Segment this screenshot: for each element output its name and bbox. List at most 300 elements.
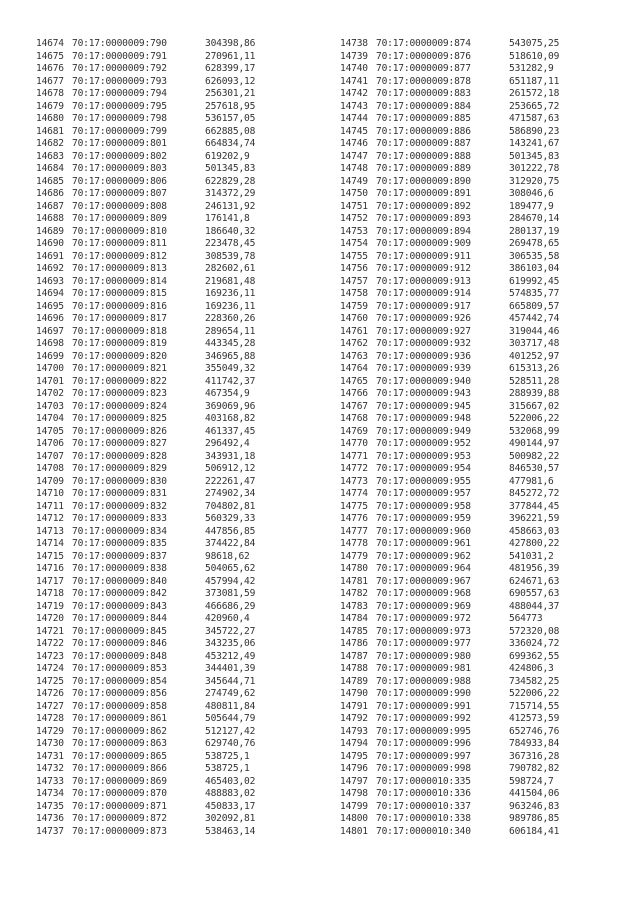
row-value: 531282,9	[509, 63, 554, 74]
row-id: 14692	[36, 263, 64, 274]
table-row	[36, 776, 326, 789]
row-cadastral-number: 70:17:0000009:917	[376, 300, 471, 312]
table-row	[36, 63, 326, 76]
table-row	[340, 201, 630, 214]
row-cadastral-number: 70:17:0000009:830	[72, 475, 167, 487]
table-row	[36, 113, 326, 126]
row-id: 14678	[36, 88, 64, 99]
table-row	[36, 426, 326, 439]
row-value: 308539,78	[205, 250, 256, 262]
row-id: 14800	[340, 813, 368, 824]
row-cadastral-number: 70:17:0000009:891	[376, 188, 471, 199]
row-value: 615313,26	[509, 363, 560, 374]
table-row	[36, 226, 326, 239]
row-cadastral-number: 70:17:0000009:968	[376, 588, 471, 599]
row-id: 14738	[340, 38, 368, 49]
table-row	[36, 801, 326, 814]
table-row	[340, 701, 630, 714]
row-value: 504065,62	[205, 563, 256, 574]
table-row	[340, 676, 630, 689]
table-row	[36, 701, 326, 714]
table-row	[36, 88, 326, 101]
row-cadastral-number: 70:17:0000009:835	[72, 538, 167, 549]
table-row	[340, 513, 630, 526]
row-id: 14719	[36, 600, 64, 612]
row-cadastral-number: 70:17:0000009:990	[376, 688, 471, 699]
row-cadastral-number: 70:17:0000009:888	[376, 150, 471, 162]
row-cadastral-number: 70:17:0000009:815	[72, 288, 167, 299]
row-id: 14759	[340, 300, 368, 312]
table-row	[340, 276, 630, 289]
table-row	[36, 413, 326, 426]
row-id: 14790	[340, 688, 368, 699]
row-cadastral-number: 70:17:0000009:807	[72, 188, 167, 199]
table-row	[340, 476, 630, 489]
row-value: 319044,46	[509, 325, 560, 337]
row-cadastral-number: 70:17:0000009:885	[376, 113, 471, 124]
row-value: 480811,84	[205, 700, 256, 712]
row-value: 443345,28	[205, 338, 256, 349]
row-cadastral-number: 70:17:0000009:996	[376, 738, 471, 749]
row-cadastral-number: 70:17:0000009:838	[72, 563, 167, 574]
row-value: 963246,83	[509, 800, 560, 812]
row-value: 501345,83	[509, 150, 560, 162]
row-id: 14725	[36, 675, 64, 687]
table-row	[340, 713, 630, 726]
row-cadastral-number: 70:17:0000009:822	[72, 375, 167, 387]
table-row	[36, 126, 326, 139]
row-value: 846530,57	[509, 463, 560, 474]
row-cadastral-number: 70:17:0000009:823	[72, 388, 167, 399]
row-id: 14781	[340, 575, 368, 587]
row-id: 14680	[36, 113, 64, 124]
row-id: 14764	[340, 363, 368, 374]
row-value: 665809,57	[509, 300, 560, 312]
table-row	[36, 238, 326, 251]
row-id: 14711	[36, 500, 64, 512]
row-id: 14785	[340, 625, 368, 637]
row-id: 14732	[36, 763, 64, 774]
row-value: 374422,84	[205, 538, 256, 549]
row-id: 14702	[36, 388, 64, 399]
row-cadastral-number: 70:17:0000009:817	[72, 313, 167, 324]
row-cadastral-number: 70:17:0000009:927	[376, 325, 471, 337]
table-row	[340, 613, 630, 626]
row-id: 14750	[340, 188, 368, 199]
table-row	[340, 738, 630, 751]
row-cadastral-number: 70:17:0000009:959	[376, 513, 471, 524]
row-cadastral-number: 70:17:0000009:819	[72, 338, 167, 349]
row-value: 427800,22	[509, 538, 560, 549]
table-row	[340, 588, 630, 601]
table-row	[340, 363, 630, 376]
row-id: 14698	[36, 338, 64, 349]
row-cadastral-number: 70:17:0000010:335	[376, 775, 471, 787]
row-value: 734582,25	[509, 675, 560, 687]
row-id: 14767	[340, 400, 368, 412]
row-id: 14791	[340, 700, 368, 712]
table-row	[36, 251, 326, 264]
row-value: 274749,62	[205, 688, 256, 699]
row-value: 500982,22	[509, 450, 560, 462]
table-row	[340, 776, 630, 789]
row-cadastral-number: 70:17:0000009:790	[72, 38, 167, 49]
table-row	[340, 638, 630, 651]
row-id: 14747	[340, 150, 368, 162]
table-row	[36, 538, 326, 551]
row-cadastral-number: 70:17:0000009:894	[376, 225, 471, 237]
row-cadastral-number: 70:17:0000009:869	[72, 775, 167, 787]
row-value: 336024,72	[509, 638, 560, 649]
row-id: 14683	[36, 150, 64, 162]
row-cadastral-number: 70:17:0000009:794	[72, 88, 167, 99]
table-row	[36, 726, 326, 739]
row-value: 314372,29	[205, 188, 256, 199]
row-cadastral-number: 70:17:0000009:912	[376, 263, 471, 274]
row-id: 14699	[36, 350, 64, 362]
table-row	[36, 576, 326, 589]
row-value: 477981,6	[509, 475, 554, 487]
row-id: 14700	[36, 363, 64, 374]
row-cadastral-number: 70:17:0000009:808	[72, 200, 167, 212]
table-row	[36, 301, 326, 314]
row-value: 270961,11	[205, 50, 256, 62]
row-value: 369069,96	[205, 400, 256, 412]
row-value: 301222,78	[509, 163, 560, 174]
row-id: 14701	[36, 375, 64, 387]
row-cadastral-number: 70:17:0000009:945	[376, 400, 471, 412]
row-id: 14688	[36, 213, 64, 224]
table-row	[340, 463, 630, 476]
row-value: 274902,34	[205, 488, 256, 499]
table-row	[36, 163, 326, 176]
row-cadastral-number: 70:17:0000009:837	[72, 550, 167, 562]
table-row	[340, 501, 630, 514]
table-row	[36, 351, 326, 364]
table-row	[36, 151, 326, 164]
row-cadastral-number: 70:17:0000009:829	[72, 463, 167, 474]
row-cadastral-number: 70:17:0000009:871	[72, 800, 167, 812]
row-id: 14685	[36, 175, 64, 187]
row-cadastral-number: 70:17:0000009:831	[72, 488, 167, 499]
row-cadastral-number: 70:17:0000009:877	[376, 63, 471, 74]
row-cadastral-number: 70:17:0000009:827	[72, 438, 167, 449]
table-row	[340, 438, 630, 451]
table-row	[340, 826, 630, 839]
row-id: 14749	[340, 175, 368, 187]
row-id: 14786	[340, 638, 368, 649]
row-cadastral-number: 70:17:0000009:820	[72, 350, 167, 362]
row-id: 14763	[340, 350, 368, 362]
row-value: 253665,72	[509, 100, 560, 112]
row-value: 467354,9	[205, 388, 250, 399]
row-id: 14794	[340, 738, 368, 749]
row-value: 572320,08	[509, 625, 560, 637]
table-row	[340, 488, 630, 501]
table-row	[340, 326, 630, 339]
row-id: 14773	[340, 475, 368, 487]
table-row	[340, 76, 630, 89]
row-value: 458663,03	[509, 525, 560, 537]
row-value: 606184,41	[509, 825, 560, 837]
left-column	[36, 38, 326, 838]
table-row	[340, 88, 630, 101]
row-id: 14739	[340, 50, 368, 62]
table-row	[36, 763, 326, 776]
row-value: 346965,88	[205, 350, 256, 362]
row-id: 14778	[340, 538, 368, 549]
row-id: 14675	[36, 50, 64, 62]
row-value: 522006,22	[509, 413, 560, 424]
row-value: 629740,76	[205, 738, 256, 749]
row-cadastral-number: 70:17:0000009:821	[72, 363, 167, 374]
row-cadastral-number: 70:17:0000009:802	[72, 150, 167, 162]
table-row	[340, 251, 630, 264]
row-cadastral-number: 70:17:0000009:810	[72, 225, 167, 237]
row-id: 14726	[36, 688, 64, 699]
row-cadastral-number: 70:17:0000009:862	[72, 725, 167, 737]
table-row	[340, 126, 630, 139]
row-cadastral-number: 70:17:0000009:884	[376, 100, 471, 112]
table-row	[340, 401, 630, 414]
table-row	[36, 713, 326, 726]
row-id: 14742	[340, 88, 368, 99]
row-cadastral-number: 70:17:0000009:844	[72, 613, 167, 624]
row-cadastral-number: 70:17:0000009:995	[376, 725, 471, 737]
row-id: 14762	[340, 338, 368, 349]
row-cadastral-number: 70:17:0000009:973	[376, 625, 471, 637]
row-value: 501345,83	[205, 163, 256, 174]
row-cadastral-number: 70:17:0000009:801	[72, 138, 167, 149]
row-value: 488883,02	[205, 788, 256, 799]
table-row	[36, 788, 326, 801]
row-cadastral-number: 70:17:0000009:799	[72, 125, 167, 137]
row-cadastral-number: 70:17:0000009:980	[376, 650, 471, 662]
table-row	[36, 601, 326, 614]
row-cadastral-number: 70:17:0000009:961	[376, 538, 471, 549]
row-cadastral-number: 70:17:0000009:892	[376, 200, 471, 212]
row-id: 14722	[36, 638, 64, 649]
table-row	[36, 401, 326, 414]
right-column	[340, 38, 630, 838]
row-value: 512127,42	[205, 725, 256, 737]
table-row	[36, 326, 326, 339]
row-id: 14799	[340, 800, 368, 812]
row-value: 257618,95	[205, 100, 256, 112]
row-id: 14686	[36, 188, 64, 199]
row-cadastral-number: 70:17:0000009:843	[72, 600, 167, 612]
row-cadastral-number: 70:17:0000009:932	[376, 338, 471, 349]
row-id: 14730	[36, 738, 64, 749]
table-row	[36, 451, 326, 464]
row-id: 14736	[36, 813, 64, 824]
table-row	[340, 751, 630, 764]
table-row	[36, 176, 326, 189]
row-value: 457442,74	[509, 313, 560, 324]
row-id: 14674	[36, 38, 64, 49]
row-cadastral-number: 70:17:0000009:949	[376, 425, 471, 437]
table-row	[340, 138, 630, 151]
row-id: 14774	[340, 488, 368, 499]
row-cadastral-number: 70:17:0000009:856	[72, 688, 167, 699]
table-row	[340, 626, 630, 639]
row-id: 14744	[340, 113, 368, 124]
table-row	[340, 563, 630, 576]
row-cadastral-number: 70:17:0000009:795	[72, 100, 167, 112]
table-row	[36, 501, 326, 514]
row-value: 506912,12	[205, 463, 256, 474]
row-value: 219681,48	[205, 275, 256, 287]
table-row	[340, 188, 630, 201]
row-id: 14757	[340, 275, 368, 287]
row-cadastral-number: 70:17:0000009:958	[376, 500, 471, 512]
table-row	[340, 388, 630, 401]
row-value: 522006,22	[509, 688, 560, 699]
row-cadastral-number: 70:17:0000009:964	[376, 563, 471, 574]
row-id: 14679	[36, 100, 64, 112]
row-id: 14696	[36, 313, 64, 324]
table-row	[340, 163, 630, 176]
table-row	[36, 338, 326, 351]
row-value: 343931,18	[205, 450, 256, 462]
table-row	[340, 763, 630, 776]
table-row	[36, 276, 326, 289]
table-row	[36, 288, 326, 301]
row-cadastral-number: 70:17:0000009:943	[376, 388, 471, 399]
table-row	[36, 263, 326, 276]
row-value: 296492,4	[205, 438, 250, 449]
row-value: 453212,49	[205, 650, 256, 662]
table-row	[36, 376, 326, 389]
row-id: 14755	[340, 250, 368, 262]
row-cadastral-number: 70:17:0000009:998	[376, 763, 471, 774]
row-id: 14752	[340, 213, 368, 224]
row-id: 14687	[36, 200, 64, 212]
row-id: 14743	[340, 100, 368, 112]
row-id: 14733	[36, 775, 64, 787]
row-id: 14748	[340, 163, 368, 174]
row-value: 662885,08	[205, 125, 256, 137]
row-id: 14707	[36, 450, 64, 462]
table-row	[340, 226, 630, 239]
row-cadastral-number: 70:17:0000009:833	[72, 513, 167, 524]
row-id: 14775	[340, 500, 368, 512]
row-cadastral-number: 70:17:0000009:791	[72, 50, 167, 62]
row-id: 14769	[340, 425, 368, 437]
table-row	[340, 788, 630, 801]
row-value: 169236,11	[205, 300, 256, 312]
row-cadastral-number: 70:17:0000009:814	[72, 275, 167, 287]
table-row	[36, 688, 326, 701]
row-cadastral-number: 70:17:0000009:960	[376, 525, 471, 537]
table-row	[36, 463, 326, 476]
row-value: 424806,3	[509, 663, 554, 674]
row-id: 14792	[340, 713, 368, 724]
row-value: 532068,99	[509, 425, 560, 437]
table-row	[36, 626, 326, 639]
row-id: 14765	[340, 375, 368, 387]
table-row	[36, 813, 326, 826]
row-id: 14731	[36, 750, 64, 762]
table-row	[36, 138, 326, 151]
table-row	[36, 526, 326, 539]
row-id: 14768	[340, 413, 368, 424]
row-value: 626093,12	[205, 75, 256, 87]
row-cadastral-number: 70:17:0000009:846	[72, 638, 167, 649]
row-value: 345644,71	[205, 675, 256, 687]
row-value: 471587,63	[509, 113, 560, 124]
row-cadastral-number: 70:17:0000009:803	[72, 163, 167, 174]
row-cadastral-number: 70:17:0000009:874	[376, 38, 471, 49]
row-value: 289654,11	[205, 325, 256, 337]
row-id: 14727	[36, 700, 64, 712]
row-id: 14681	[36, 125, 64, 137]
row-cadastral-number: 70:17:0000009:811	[72, 238, 167, 249]
table-row	[36, 363, 326, 376]
row-value: 619202,9	[205, 150, 250, 162]
table-row	[36, 663, 326, 676]
row-cadastral-number: 70:17:0000009:926	[376, 313, 471, 324]
row-cadastral-number: 70:17:0000009:913	[376, 275, 471, 287]
row-value: 303717,48	[509, 338, 560, 349]
table-row	[340, 813, 630, 826]
row-cadastral-number: 70:17:0000009:952	[376, 438, 471, 449]
row-cadastral-number: 70:17:0000009:813	[72, 263, 167, 274]
row-id: 14718	[36, 588, 64, 599]
row-cadastral-number: 70:17:0000009:828	[72, 450, 167, 462]
row-value: 536157,05	[205, 113, 256, 124]
table-row	[340, 576, 630, 589]
table-row	[340, 551, 630, 564]
row-value: 989786,85	[509, 813, 560, 824]
row-value: 490144,97	[509, 438, 560, 449]
row-value: 246131,92	[205, 200, 256, 212]
table-row	[36, 51, 326, 64]
table-row	[340, 538, 630, 551]
row-value: 176141,8	[205, 213, 250, 224]
row-cadastral-number: 70:17:0000009:873	[72, 825, 167, 837]
row-value: 652746,76	[509, 725, 560, 737]
row-cadastral-number: 70:17:0000009:997	[376, 750, 471, 762]
row-cadastral-number: 70:17:0000009:936	[376, 350, 471, 362]
row-id: 14705	[36, 425, 64, 437]
row-id: 14741	[340, 75, 368, 87]
row-id: 14734	[36, 788, 64, 799]
row-id: 14682	[36, 138, 64, 149]
row-value: 784933,84	[509, 738, 560, 749]
row-value: 624671,63	[509, 575, 560, 587]
row-id: 14746	[340, 138, 368, 149]
row-cadastral-number: 70:17:0000009:863	[72, 738, 167, 749]
row-cadastral-number: 70:17:0000009:948	[376, 413, 471, 424]
table-row	[36, 826, 326, 839]
row-id: 14745	[340, 125, 368, 137]
table-row	[340, 176, 630, 189]
row-cadastral-number: 70:17:0000009:842	[72, 588, 167, 599]
row-value: 586890,23	[509, 125, 560, 137]
table-row	[36, 513, 326, 526]
row-cadastral-number: 70:17:0000009:887	[376, 138, 471, 149]
row-id: 14758	[340, 288, 368, 299]
row-value: 377844,45	[509, 500, 560, 512]
row-id: 14715	[36, 550, 64, 562]
row-value: 367316,28	[509, 750, 560, 762]
table-row	[36, 388, 326, 401]
row-value: 664834,74	[205, 138, 256, 149]
row-value: 488044,37	[509, 600, 560, 612]
row-value: 541031,2	[509, 550, 554, 562]
row-cadastral-number: 70:17:0000009:870	[72, 788, 167, 799]
